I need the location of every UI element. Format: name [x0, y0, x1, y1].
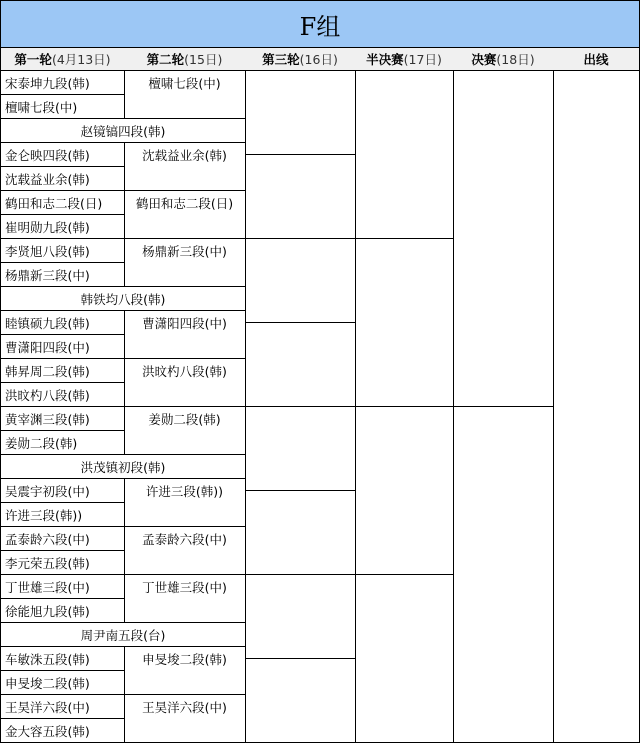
r2-winner: 孟泰龄六段(中)	[124, 527, 246, 575]
header-label: 第二轮	[146, 52, 185, 67]
r1-player: 吴震宇初段(中)	[0, 479, 125, 503]
r2-winner: 檀啸七段(中)	[124, 71, 246, 119]
header-label: 第一轮	[14, 52, 52, 67]
r3-slot	[245, 407, 356, 491]
header-1	[124, 47, 246, 71]
r2-winner: 鹤田和志二段(日)	[124, 191, 246, 239]
r2-winner: 王昊洋六段(中)	[124, 695, 246, 743]
r1-player: 沈载益业余(韩)	[0, 167, 125, 191]
r1-player: 许进三段(韩))	[0, 503, 125, 527]
r1-player: 金仑映四段(韩)	[0, 143, 125, 167]
r3-slot	[245, 659, 356, 743]
group-title: F组	[0, 0, 640, 47]
r2-winner: 杨鼎新三段(中)	[124, 239, 246, 287]
semifinal-slot	[355, 71, 454, 239]
header-2	[245, 47, 356, 71]
r1-player: 孟泰龄六段(中)	[0, 527, 125, 551]
r1-player: 徐能旭九段(韩)	[0, 599, 125, 623]
header-label: 半决赛	[366, 52, 404, 67]
header-4	[453, 47, 554, 71]
r3-slot	[245, 239, 356, 323]
final-slot	[453, 71, 554, 407]
header-label: 第三轮	[262, 52, 300, 67]
r3-slot	[245, 71, 356, 155]
r1-player: 申旻埈二段(韩)	[0, 671, 125, 695]
r1-player: 睦镇硕九段(韩)	[0, 311, 125, 335]
r1-player: 李贤旭八段(韩)	[0, 239, 125, 263]
header-date: (15日)	[184, 52, 223, 67]
r2-winner: 许进三段(韩))	[124, 479, 246, 527]
header-3	[355, 47, 454, 71]
header-label: 出线	[583, 52, 609, 67]
r1-player: 黄宰渊三段(韩)	[0, 407, 125, 431]
seeded-player: 洪茂镇初段(韩)	[0, 455, 246, 479]
seeded-player: 赵镜镐四段(韩)	[0, 119, 246, 143]
r2-winner: 沈载益业余(韩)	[124, 143, 246, 191]
r3-slot	[245, 491, 356, 575]
header-date: (18日)	[496, 52, 535, 67]
header-5	[553, 47, 640, 71]
r3-slot	[245, 575, 356, 659]
r1-player: 崔明勋九段(韩)	[0, 215, 125, 239]
r1-player: 檀啸七段(中)	[0, 95, 125, 119]
r1-player: 丁世雄三段(中)	[0, 575, 125, 599]
r1-player: 李元荣五段(韩)	[0, 551, 125, 575]
r2-winner: 洪旼杓八段(韩)	[124, 359, 246, 407]
r1-player: 金大容五段(韩)	[0, 719, 125, 743]
r2-winner: 曹潇阳四段(中)	[124, 311, 246, 359]
r3-slot	[245, 155, 356, 239]
r3-slot	[245, 323, 356, 407]
semifinal-slot	[355, 239, 454, 407]
seeded-player: 周尹南五段(台)	[0, 623, 246, 647]
r2-winner: 申旻埈二段(韩)	[124, 647, 246, 695]
r2-winner: 姜勋二段(韩)	[124, 407, 246, 455]
r1-player: 姜勋二段(韩)	[0, 431, 125, 455]
r1-player: 鹤田和志二段(日)	[0, 191, 125, 215]
r1-player: 韩昇周二段(韩)	[0, 359, 125, 383]
header-label: 决赛	[471, 52, 497, 67]
r1-player: 宋泰坤九段(韩)	[0, 71, 125, 95]
qualify-slot	[553, 71, 640, 743]
header-0	[0, 47, 125, 71]
seeded-player: 韩铁均八段(韩)	[0, 287, 246, 311]
final-slot	[453, 407, 554, 743]
r1-player: 王昊洋六段(中)	[0, 695, 125, 719]
r2-winner: 丁世雄三段(中)	[124, 575, 246, 623]
r1-player: 车敏洙五段(韩)	[0, 647, 125, 671]
r1-player: 洪旼杓八段(韩)	[0, 383, 125, 407]
header-date: (17日)	[403, 52, 442, 67]
semifinal-slot	[355, 575, 454, 743]
header-date: (16日)	[299, 52, 338, 67]
r1-player: 曹潇阳四段(中)	[0, 335, 125, 359]
semifinal-slot	[355, 407, 454, 575]
header-date: (4月13日)	[51, 52, 111, 67]
r1-player: 杨鼎新三段(中)	[0, 263, 125, 287]
